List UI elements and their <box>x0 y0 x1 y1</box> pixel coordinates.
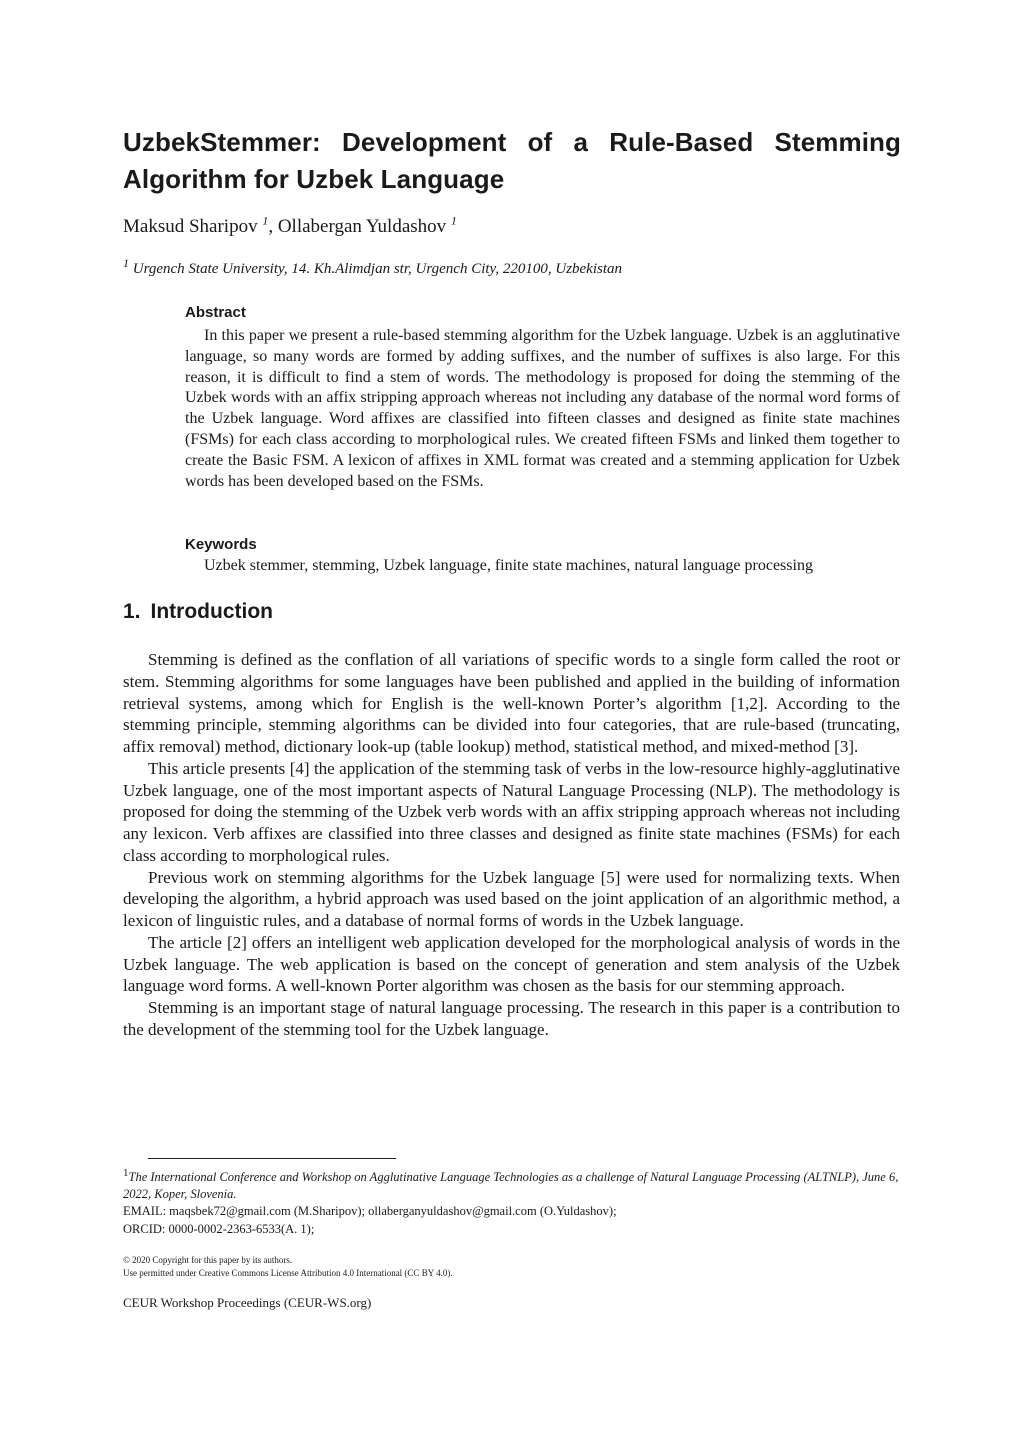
footnote-conference <box>123 1166 900 1203</box>
footnote-mark: 1 <box>123 1166 129 1179</box>
affiliation <box>123 256 623 278</box>
paper-title <box>123 124 901 198</box>
body-paragraph: The article [2] offers an intelligent web application developed for the morphological analysis of words in the Uzbek language. The web application is based on the concept of generation and stem analysis of the Uzbek language word forms. A well-known Porter algorithm was chosen as the basis for our stemming approach. <box>123 932 900 996</box>
license-line: Use permitted under Creative Commons License Attribution 4.0 International (CC BY 4.0). <box>123 1267 453 1278</box>
footnote-conference-text: The International Conference and Workshop on Agglutinative Language Technologies as a challenge of Natural Language Processing (ALTNLP), June 6, 2022, Koper, Slovenia. <box>123 1170 899 1202</box>
author-separator: , <box>268 216 278 237</box>
proceedings-footer: CEUR Workshop Proceedings (CEUR-WS.org) <box>123 1295 372 1310</box>
keywords-text: Uzbek stemmer, stemming, Uzbek language, finite state machines, natural language processing <box>204 557 813 574</box>
keywords-heading: Keywords <box>185 536 257 553</box>
abstract-text: In this paper we present a rule-based stemming algorithm for the Uzbek language. Uzbek is an agglutinative language, so many words are formed by adding suffixes, and the number of suffixes is also large. For this reason, it is difficult to find a stem of words. The methodology is proposed for doing the stemming of the Uzbek words with an affix stripping approach whereas not including any database of the normal word forms of the Uzbek language. Word affixes are classified into fifteen classes and designed as finite state machines (FSMs) for each class according to morphological rules. We created fifteen FSMs and linked them together to create the Basic FSM. A lexicon of affixes in XML format was created and a stemming application for Uzbek words has been developed based on the FSMs. <box>185 327 900 490</box>
footnote-divider <box>148 1158 396 1159</box>
copyright-line: © 2020 Copyright for this paper by its authors. <box>123 1255 293 1265</box>
abstract-heading: Abstract <box>185 304 246 321</box>
introduction-body <box>123 649 900 1041</box>
body-paragraph: Stemming is defined as the conflation of all variations of specific words to a single form called the root or stem. Stemming algorithms for some languages have been published and applied in the building of information retrieval systems, among which for English is the well-known Porter’s algorithm [1,2]. According to the stemming principle, stemming algorithms can be divided into four categories, that are rule-based (truncating, affix removal) method, dictionary look-up (table lookup) method, statistical method, and mixed-method [3]. <box>123 650 900 756</box>
body-paragraph: This article presents [4] the application of the stemming task of verbs in the low-resource highly-agglutinative Uzbek language, one of the most important aspects of Natural Language Processing (NLP). The methodology is proposed for doing the stemming of the Uzbek verb words with an affix stripping approach whereas not including any lexicon. Verb affixes are classified into three classes and designed as finite state machines (FSMs) for each class according to morphological rules. <box>123 758 900 865</box>
author-affiliation-mark: 1 <box>262 213 269 228</box>
footnote-email: EMAIL: maqsbek72@gmail.com (M.Sharipov); ollaberganyuldashov@gmail.com (O.Yuldashov); <box>123 1204 617 1219</box>
section-title: Introduction <box>150 600 273 623</box>
footnote-orcid: ORCID: 0000-0002-2363-6533(A. 1); <box>123 1221 315 1236</box>
copyright-notice <box>123 1254 900 1279</box>
footnote <box>123 1166 900 1238</box>
paper-title-line-1: UzbekStemmer: Development of a Rule-Based Stemming <box>123 127 901 157</box>
section-heading <box>123 600 273 624</box>
body-paragraph: Stemming is an important stage of natural language processing. The research in this paper is a contribution to the development of the stemming tool for the Uzbek language. <box>123 998 900 1039</box>
author-name: Maksud Sharipov <box>123 216 258 237</box>
affiliation-mark: 1 <box>123 256 129 270</box>
author-name: Ollabergan Yuldashov <box>277 216 447 237</box>
paper-title-line-2: Algorithm for Uzbek Language <box>123 164 505 194</box>
section-number: 1. <box>123 600 141 623</box>
affiliation-text: Urgench State University, 14. Kh.Alimdjan str, Urgench City, 220100, Uzbekistan <box>132 261 623 277</box>
author-affiliation-mark: 1 <box>450 213 457 228</box>
body-paragraph: Previous work on stemming algorithms for the Uzbek language [5] were used for normalizing texts. When developing the algorithm, a hybrid approach was used based on the joint application of an algorithmic method, a lexicon of linguistic rules, and a database of normal forms of words in the Uzbek language. <box>123 867 900 930</box>
author-list <box>123 213 457 238</box>
